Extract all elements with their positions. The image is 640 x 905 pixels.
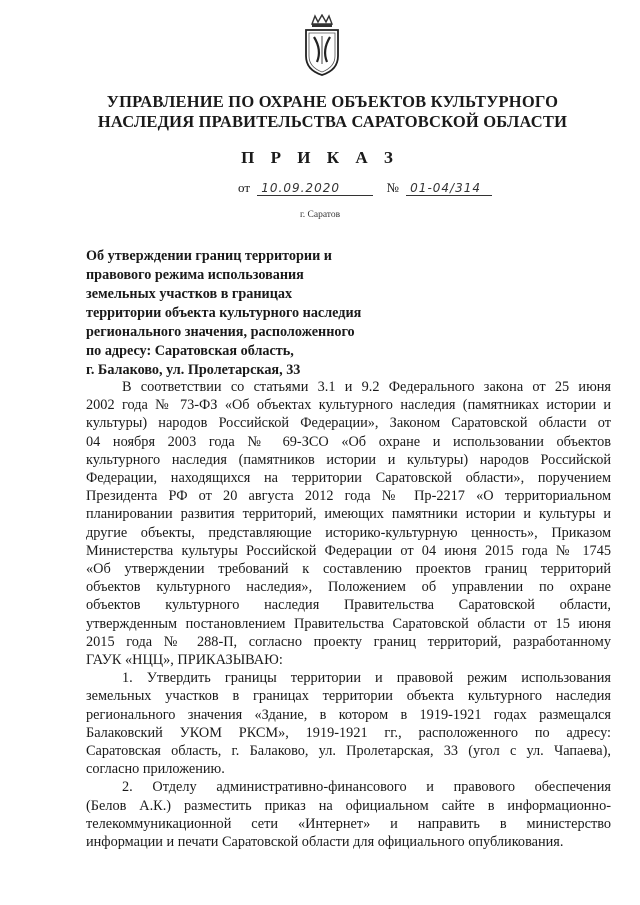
- order-item-2: [86, 778, 611, 851]
- body-line: планировании развития территорий, имеющих памятники истории и культуры и: [86, 506, 611, 523]
- subject-line: Об утверждении границ территории и: [86, 248, 332, 264]
- subject-line: по адресу: Саратовская область,: [86, 343, 294, 359]
- body-line: другие объекты, представляющие историко-культурную ценность», Приказом: [86, 524, 611, 541]
- body-line: 2. Отделу административно-финансового и правового обеспечения: [122, 779, 611, 796]
- organization-line-1: УПРАВЛЕНИЕ ПО ОХРАНЕ ОБЪЕКТОВ КУЛЬТУРНОГО: [106, 92, 559, 111]
- body-line: согласно приложению.: [86, 761, 225, 778]
- body-line: Министерства культуры Российской Федерации от 04 июня 2015 года № 1745: [86, 542, 611, 559]
- subject-line: правового режима использования: [86, 267, 304, 283]
- number-value: 01-04/314: [406, 181, 492, 196]
- body-line: «Об утверждении требований к составлению проектов границ территорий: [86, 561, 611, 578]
- date-value: 10.09.2020: [257, 181, 373, 196]
- body-line: земельных участков в границах территории объекта культурного наследия: [86, 688, 611, 705]
- body-line: объектов культурного наследия», Положением об управлении по охране: [86, 579, 611, 596]
- number-label: №: [386, 180, 399, 195]
- order-date-number: [234, 180, 492, 196]
- body-line: В соответствии со статьями 3.1 и 9.2 Федерального закона от 25 июня: [122, 379, 611, 395]
- body-line: информации и печати Саратовской области для официального опубликования.: [86, 834, 564, 851]
- body-line: объектов культурного наследия Правительства Саратовской области,: [86, 597, 611, 614]
- body-line: культуры) народов Российской Федерации», Законом Саратовской области от: [86, 415, 611, 432]
- body-line: (Белов А.К.) разместить приказ на официальном сайте в информационно-: [86, 797, 611, 814]
- organization-line-2: НАСЛЕДИЯ ПРАВИТЕЛЬСТВА САРАТОВСКОЙ ОБЛАСТИ: [97, 112, 568, 131]
- body-line: регионального значения «Здание, в котором в 1919-1921 годах размещался: [86, 706, 611, 723]
- order-item-1: [86, 669, 611, 778]
- body-line: 2002 года № 73-ФЗ «Об объектах культурного наследия (памятниках истории и: [86, 397, 611, 414]
- body-line: Саратовская область, г. Балаково, ул. Пролетарская, 33 (угол с ул. Чапаева),: [86, 743, 611, 760]
- order-subject: [86, 247, 416, 380]
- date-label: от: [238, 180, 251, 195]
- subject-line: земельных участков в границах: [86, 286, 293, 302]
- organization-name: [60, 92, 605, 132]
- subject-line: г. Балаково, ул. Пролетарская, 33: [86, 362, 301, 378]
- city-label: г. Саратов: [299, 210, 341, 220]
- body-line: утвержденным постановлением Правительства Саратовской области от 15 июня: [86, 615, 611, 632]
- body-line: 04 ноября 2003 года № 69-ЗСО «Об охране и использовании объектов: [86, 433, 611, 450]
- order-body: [86, 378, 611, 851]
- body-line: 2015 года № 288-П, согласно проекту границ территорий, разработанному: [86, 633, 611, 650]
- body-line: Балаковский УКОМ РКСМ», 1919-1921 гг., расположенного по адресу:: [86, 724, 611, 741]
- coat-of-arms-icon: [303, 14, 341, 76]
- body-line: 1. Утвердить границы территории и правовой режим использования: [122, 670, 611, 687]
- preamble-paragraph: [86, 378, 611, 669]
- body-line: культурного наследия (памятников истории и культуры) народов Российской: [86, 451, 611, 468]
- body-line: Федерации, находящихся на территории Саратовской области», поручением: [86, 470, 611, 487]
- body-line: телекоммуникационной сети «Интернет» и направить в министерство: [86, 815, 611, 832]
- order-title: П Р И К А З: [241, 148, 399, 167]
- body-line: ГАУК «НЦЦ», ПРИКАЗЫВАЮ:: [86, 652, 283, 669]
- body-line: Президента РФ от 20 августа 2012 года № Пр-2217 «О территориальном: [86, 488, 611, 505]
- subject-line: регионального значения, расположенного: [86, 324, 355, 340]
- subject-line: территории объекта культурного наследия: [86, 305, 362, 321]
